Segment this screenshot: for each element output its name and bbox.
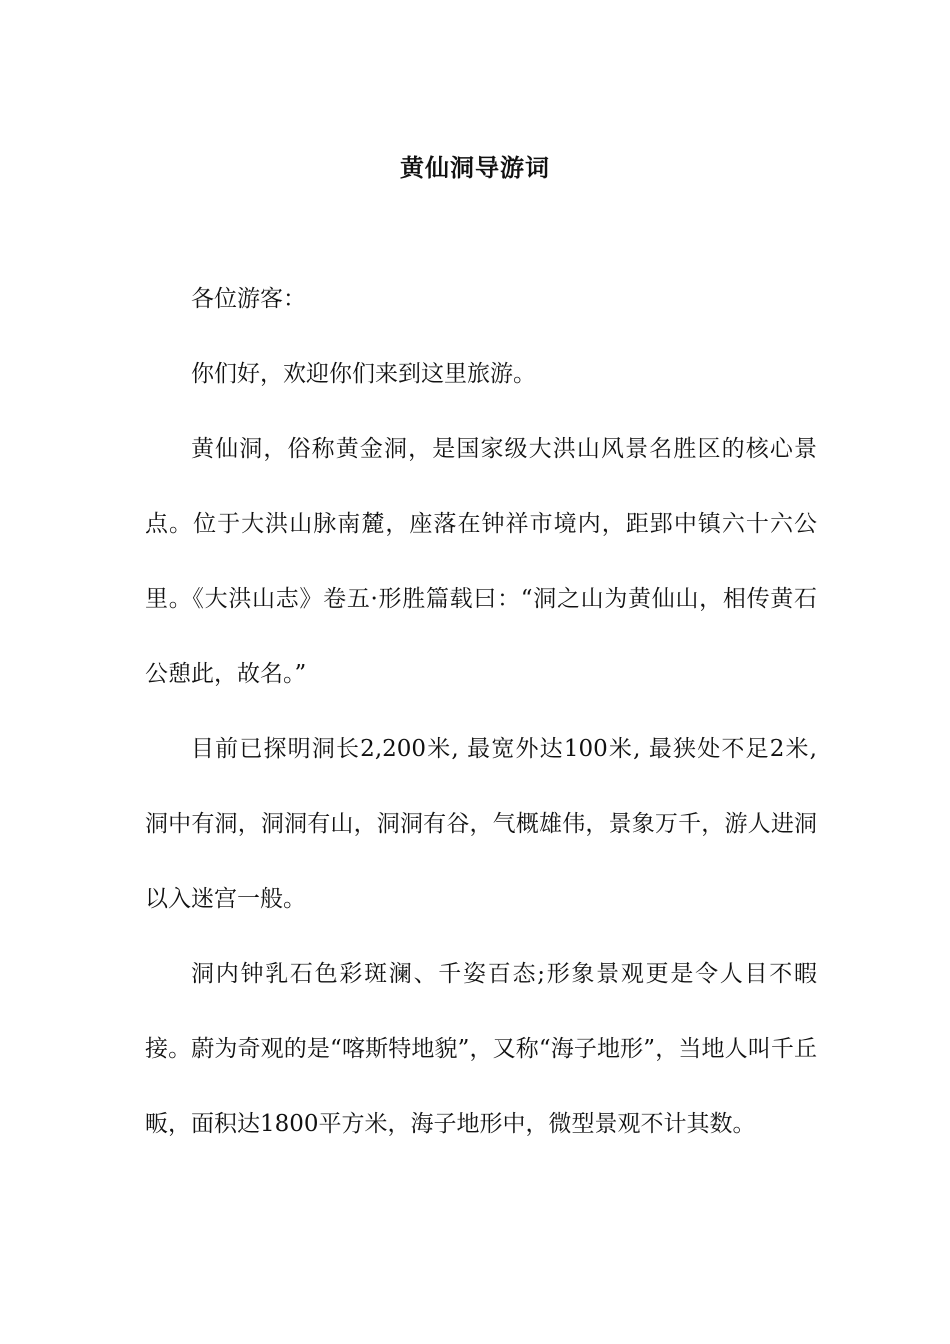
paragraph-scenery: 洞内钟乳石色彩斑澜、千姿百态;形象景观更是令人目不暇接。蔚为奇观的是“喀斯特地貌”，又称“海子地形”，当地人叫千丘畈，面积达1800平方米，海子地形中，微型景观不计其数。: [145, 961, 817, 1137]
document-body: [145, 262, 817, 1162]
paragraph-dimensions: 目前已探明洞长2,200米, 最宽外达100米, 最狭处不足2米, 洞中有洞，洞洞有山，洞洞有谷，气概雄伟，景象万千，游人进洞以入迷宫一般。: [145, 736, 817, 912]
paragraph-salutation: 各位游客：: [191, 286, 306, 312]
paragraph-introduction: 黄仙洞，俗称黄金洞，是国家级大洪山风景名胜区的核心景点。位于大洪山脉南麓，座落在钟祥市境内，距郢中镇六十六公里。《大洪山志》卷五·形胜篇载曰：“洞之山为黄仙山，相传黄石公憩此，故名。”: [145, 436, 817, 687]
document-title: 黄仙洞导游词: [400, 154, 550, 183]
paragraph-greeting: 你们好，欢迎你们来到这里旅游。: [191, 361, 536, 387]
